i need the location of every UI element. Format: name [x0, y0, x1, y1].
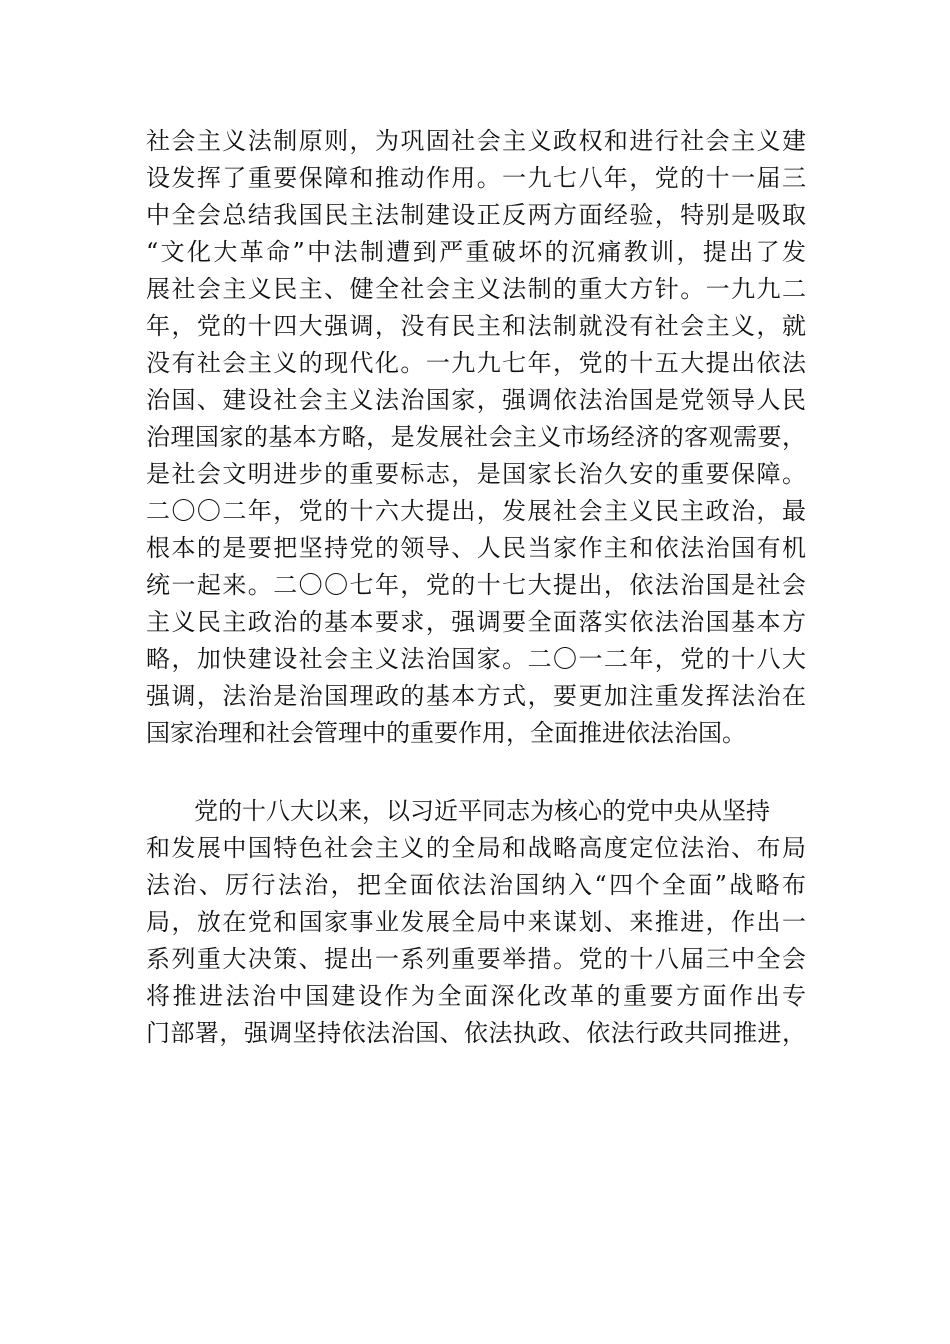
text-line: 中全会总结我国民主法制建设正反两方面经验，特别是吸取	[146, 201, 806, 229]
paragraph-2	[146, 793, 806, 1052]
text-line: 设发挥了重要保障和推动作用。一九七八年，党的十一届三	[146, 164, 806, 192]
text-line: 门部署，强调坚持依法治国、依法执政、依法行政共同推进，	[146, 1019, 806, 1047]
text-line: 二〇〇二年，党的十六大提出，发展社会主义民主政治，最	[146, 497, 806, 525]
text-line: 强调，法治是治国理政的基本方式，要更加注重发挥法治在	[146, 682, 806, 710]
text-line: 没有社会主义的现代化。一九九七年，党的十五大提出依法	[146, 349, 806, 377]
text-line: 党的十八大以来，以习近平同志为核心的党中央从坚持	[194, 797, 770, 825]
text-line: 根本的是要把坚持党的领导、人民当家作主和依法治国有机	[146, 534, 806, 562]
text-line: 社会主义法制原则，为巩固社会主义政权和进行社会主义建	[146, 127, 806, 155]
text-line: 系列重大决策、提出一系列重要举措。党的十八届三中全会	[146, 945, 806, 973]
text-line: 国家治理和社会管理中的重要作用，全面推进依法治国。	[146, 719, 746, 747]
text-line: 展社会主义民主、健全社会主义法制的重大方针。一九九二	[146, 275, 806, 303]
text-line: 治理国家的基本方略，是发展社会主义市场经济的客观需要，	[146, 423, 806, 451]
text-line: 法治、厉行法治，把全面依法治国纳入“四个全面”战略布	[146, 871, 806, 899]
text-line: “文化大革命”中法制遭到严重破坏的沉痛教训，提出了发	[146, 238, 806, 266]
text-line: 年，党的十四大强调，没有民主和法制就没有社会主义，就	[146, 312, 806, 340]
text-line: 略，加快建设社会主义法治国家。二〇一二年，党的十八大	[146, 645, 806, 673]
text-line: 治国、建设社会主义法治国家，强调依法治国是党领导人民	[146, 386, 806, 414]
text-line: 是社会文明进步的重要标志，是国家长治久安的重要保障。	[146, 460, 806, 488]
text-line: 主义民主政治的基本要求，强调要全面落实依法治国基本方	[146, 608, 806, 636]
text-line: 将推进法治中国建设作为全面深化改革的重要方面作出专	[146, 982, 806, 1010]
text-line: 和发展中国特色社会主义的全局和战略高度定位法治、布局	[146, 834, 806, 862]
text-line: 统一起来。二〇〇七年，党的十七大提出，依法治国是社会	[146, 571, 806, 599]
text-line: 局，放在党和国家事业发展全局中来谋划、来推进，作出一	[146, 908, 806, 936]
paragraph-1	[146, 123, 806, 752]
